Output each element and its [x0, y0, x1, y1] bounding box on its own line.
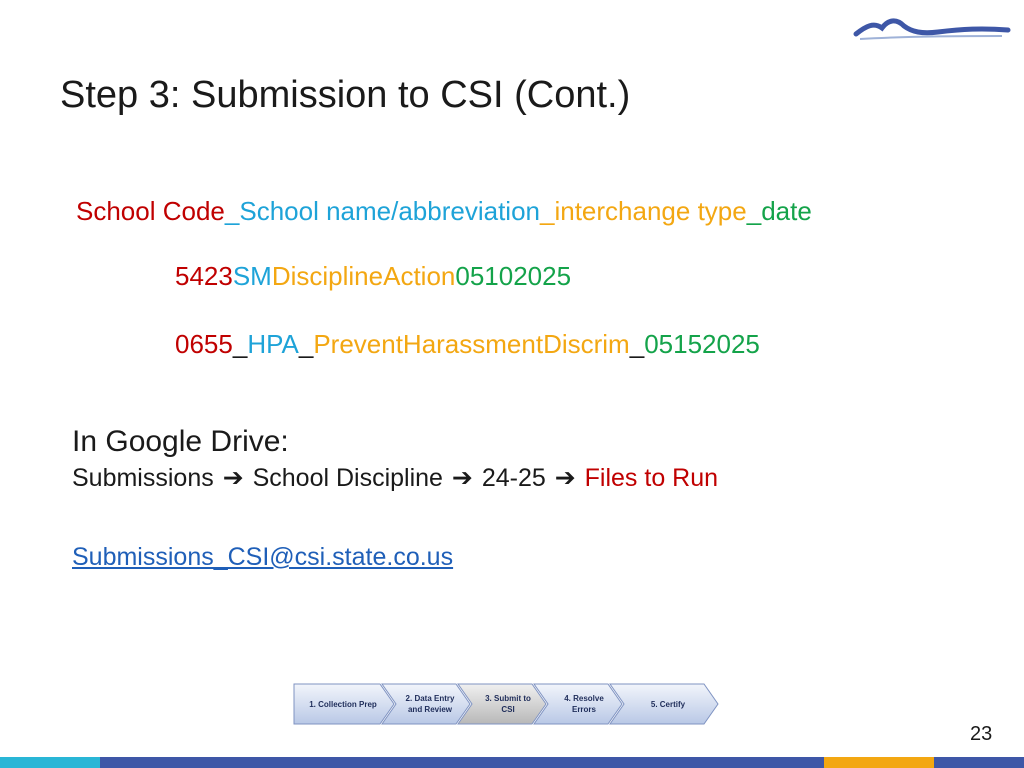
path-item: 24-25: [481, 464, 546, 492]
separator: _: [298, 329, 314, 359]
right-arrow-icon: ➔: [222, 464, 244, 492]
separator: _: [540, 196, 555, 226]
step-certify: 5. Certify: [650, 699, 686, 709]
interchange-type-label: interchange type: [554, 196, 747, 226]
school-name-label: School name/abbreviation: [239, 196, 540, 226]
date-label: date: [761, 196, 812, 226]
footer-segment: [934, 757, 1024, 768]
example-type: PreventHarassmentDiscrim: [313, 329, 630, 359]
submissions-email-link[interactable]: Submissions_CSI@csi.state.co.us: [72, 543, 454, 571]
example-date: 05102025: [455, 261, 572, 291]
separator: _: [224, 196, 240, 226]
separator: _: [232, 329, 248, 359]
example-date: 05152025: [644, 329, 760, 359]
step-submit-csi: 3. Submit to CSI: [485, 694, 531, 714]
footer-segment: [100, 757, 824, 768]
example-type: DisciplineAction: [271, 261, 456, 291]
footer-color-bar: [0, 757, 1024, 768]
page-number: 23: [970, 723, 993, 745]
filename-example: [175, 261, 571, 292]
csi-mountain-logo: [852, 12, 1012, 44]
path-final-item: Files to Run: [584, 464, 719, 492]
naming-convention: [76, 196, 812, 227]
step-data-entry: 2. Data Entry and Review: [405, 694, 455, 714]
example-code: 5423: [175, 261, 233, 291]
example-code: 0655: [175, 329, 233, 359]
path-item: School Discipline: [252, 464, 443, 492]
process-steps: [292, 682, 722, 728]
example-abbr: SM: [232, 261, 272, 291]
school-code-label: School Code: [76, 196, 225, 226]
separator: _: [746, 196, 762, 226]
step-resolve-errors: 4. Resolve Errors: [564, 694, 604, 714]
right-arrow-icon: ➔: [554, 464, 576, 492]
path-item: Submissions: [72, 464, 214, 492]
step-collection-prep: 1. Collection Prep: [309, 699, 377, 709]
right-arrow-icon: ➔: [451, 464, 473, 492]
filename-example: [175, 329, 760, 360]
footer-segment: [0, 757, 100, 768]
google-drive-path: [72, 463, 718, 493]
separator: _: [629, 329, 645, 359]
slide-title: Step 3: Submission to CSI (Cont.): [60, 74, 631, 116]
footer-segment: [824, 757, 934, 768]
example-abbr: HPA: [247, 329, 299, 359]
google-drive-heading: In Google Drive:: [72, 425, 289, 458]
